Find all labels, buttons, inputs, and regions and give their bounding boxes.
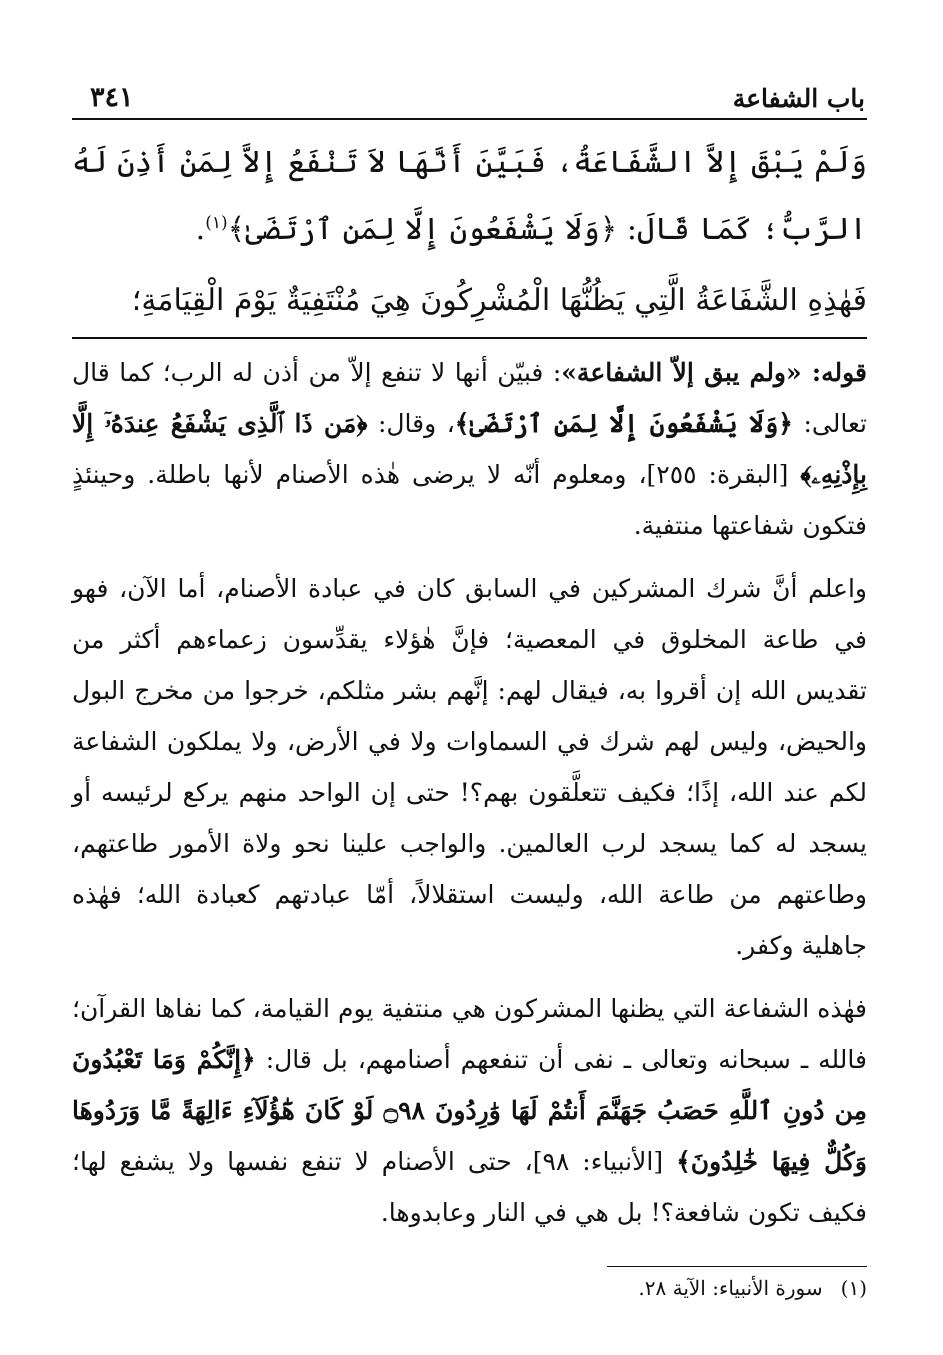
page-number: ٣٤١ [90,82,134,113]
sentence-end: . [195,212,206,247]
main-text-paragraph [72,132,867,260]
commentary-lead: قوله: «ولم يبق إلاّ الشفاعة» [561,358,867,387]
commentary-paragraph: واعلم أنَّ شرك المشركين في السابق كان في عبادة الأصنام، أما الآن، فهو في طاعة المخلوق في المعصية؛ فإنَّ هٰؤلاء يقدِّسون زعماءهم أكثر من تقديس الله إن أقروا به، فيقال لهم: إنَّهم بشر مثلكم، خرجوا من مخرج البول والحيض، وليس لهم شرك في السماوات ولا في الأرض، ولا يملكون الشفاعة لكم عند الله، إذًا؛ فكيف تتعلَّقون بهم؟! حتى إن الواحد منهم يركع لرئيسه أو يسجد له كما يسجد لرب العالمين. والواجب علينا نحو ولاة الأمور طاعتهم، وطاعتهم من طاعة الله، وليست استقلالاً، أمّا عبادتهم كعبادة الله؛ فهٰذه جاهلية وكفر. [72,574,867,960]
chapter-title: باب الشفاعة [732,84,865,113]
footnote-ref[interactable]: (١) [205,213,228,233]
quran-quote: ﴿وَلَا يَشْفَعُونَ إِلَّا لِمَنِ ٱرْتَضَىٰ﴾ [227,212,618,247]
commentary-text: فهٰذه الشفاعة التي يظنها المشركون هي منتفية يوم القيامة، كما نفاها القرآن؛ فالله ـ سبحانه وتعالى ـ نفى أن تنفعهم أصنامهم، بل قال: [72,994,867,1074]
quran-quote: ﴿مَن ذَا ٱلَّذِى يَشْفَعُ عِندَهُۥٓ إِلَّا بِإِذْنِهِۦ﴾ [72,409,867,489]
footnote-text: سورة الأنبياء: الآية ٢٨. [638,1276,823,1300]
page-header [72,70,867,120]
main-text [72,132,867,331]
commentary [72,347,867,1238]
footnote-mark: (١) [840,1276,867,1300]
footnote [72,1273,867,1303]
commentary-paragraph [72,347,867,551]
commentary-text: : فبيّن أنها لا تنفع إلاّ من أذن له الرب؛ كما قال تعالى: [72,358,867,438]
quran-quote: ﴿وَلَا يَشْفَعُونَ إِلَّا لِمَنِ ٱرْتَضَىٰ﴾ [454,409,793,438]
main-text-paragraph: فَهٰذِهِ الشَّفَاعَةُ الَّتِي يَظُنُّهَا الْمُشْرِكُونَ هِيَ مُنْتَفِيَةٌ يَوْمَ الْقِيَامَةِ؛ [131,283,867,318]
footnote-separator [607,1266,867,1267]
book-page [72,70,867,1340]
section-divider [72,337,867,339]
commentary-text: [الأنبياء: ٩٨]، حتى الأصنام لا تنفع نفسها ولا يشفع لها؛ فكيف تكون شافعة؟! بل هي في النار وعابدوها. [72,1147,867,1227]
commentary-paragraph [72,983,867,1238]
commentary-text: [البقرة: ٢٥٥]، ومعلوم أنّه لا يرضى هٰذه الأصنام لأنها باطلة. وحينئذٍ فتكون شفاعتها منتفية. [72,460,867,540]
main-text-sentence: وَلَمْ يَبْقَ إِلاَّ الشَّفَاعَةُ، فَبَيَّنَ أَنَّهَا لاَ تَنْفَعُ إِلاَّ لِمَنْ أَذِنَ لَهُ الرَّبُّ؛ كَمَا قَالَ: [72,145,867,247]
commentary-text: ، وقال: [367,409,455,438]
quran-quote: ﴿إِنَّكُمْ وَمَا تَعْبُدُونَ مِن دُونِ ٱللَّهِ حَصَبُ جَهَنَّمَ أَنتُمْ لَهَا وَٰرِدُونَ ۝٩٨ لَوْ كَانَ هَٰٓؤُلَآءِ ءَالِهَةً مَّا وَرَدُوهَا وَكُلٌّ فِيهَا خَٰلِدُونَ﴾ [72,1045,867,1176]
